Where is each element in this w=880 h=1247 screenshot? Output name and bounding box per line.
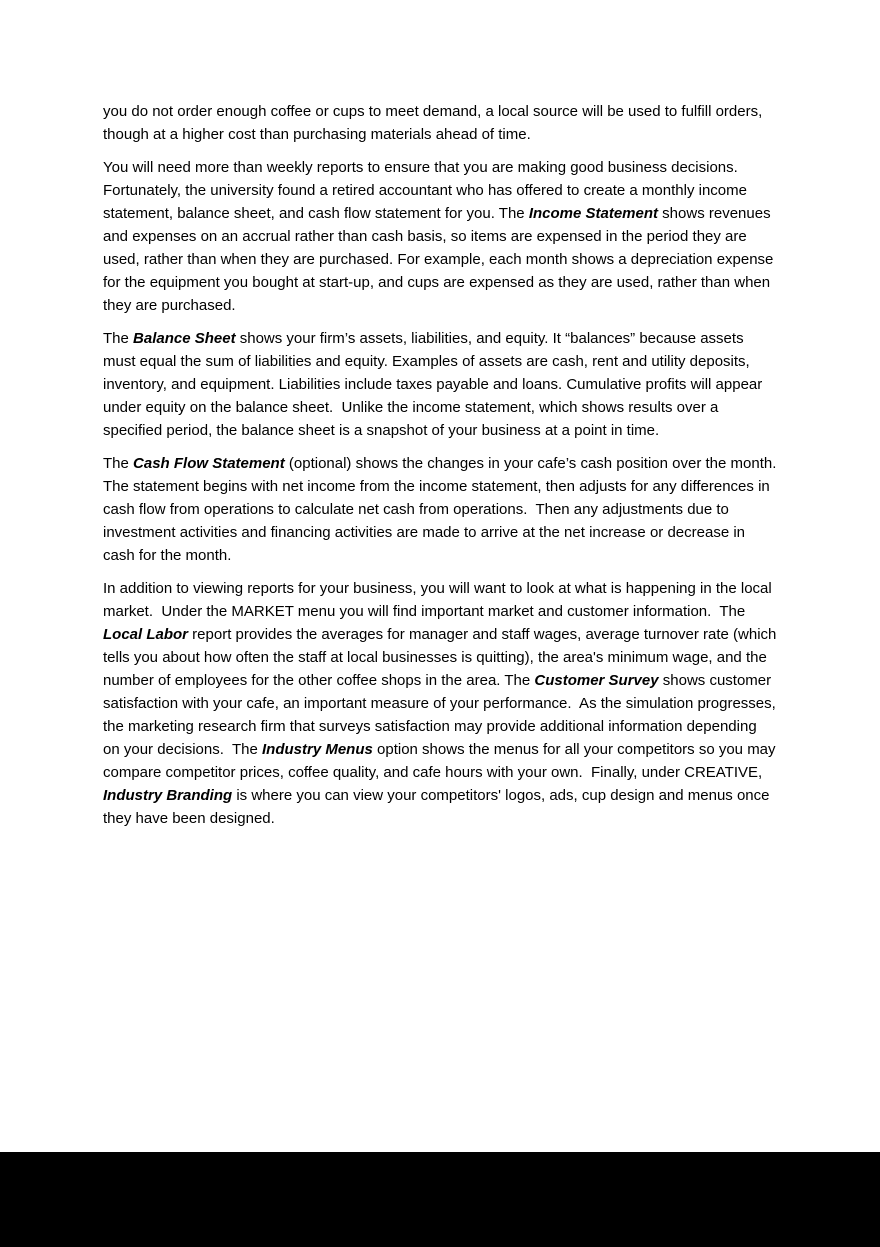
text-run: The (103, 455, 134, 472)
emphasis-term: Industry Branding (103, 787, 233, 804)
emphasis-term: Customer Survey (534, 672, 659, 689)
bottom-black-bar (0, 1152, 880, 1247)
emphasis-term: Cash Flow Statement (133, 455, 285, 472)
emphasis-term: Balance Sheet (133, 330, 236, 347)
text-run: (optional) shows the changes in your cafe’s cash position over the month. The statement begins with net income from the income statement, then adjusts for any differences in cash flow from operations to calculate net cash from operations. Then any adjustments due to investment activities and financing activities are made to arrive at the net increase or decrease in cash for the month. (103, 455, 785, 564)
text-run: option shows the menus for all your competitors so you may compare competitor prices, coffee quality, and cafe hours with your own. Finally, under CREATIVE, (103, 741, 780, 781)
text-run: shows customer satisfaction with your cafe, an important measure of your performance. As the simulation progresses, the marketing research firm that surveys satisfaction may provide additional information depending on your decisions. The (103, 672, 780, 758)
paragraph-income-statement (103, 156, 777, 317)
text-run: shows revenues and expenses on an accrual rather than cash basis, so items are expensed in the period they are used, rather than when they are purchased. For example, each month shows a depreciation expense for the equipment you bought at start-up, and cups are expensed as they are used, rather than when they are purchased. (103, 205, 778, 314)
text-run: report provides the averages for manager and staff wages, average turnover rate (which tells you about how often the staff at local businesses is quitting), the area's minimum wage, and the number of employees for the other coffee shops in the area. The (103, 626, 781, 689)
paragraph-balance-sheet (103, 327, 777, 442)
text-run: You will need more than weekly reports to ensure that you are making good business decisions. Fortunately, the university found a retired accountant who has offered to create a monthly income statement, balance sheet, and cash flow statement for you. The (103, 159, 752, 222)
emphasis-term: Industry Menus (261, 741, 373, 758)
emphasis-term: Income Statement (528, 205, 659, 222)
text-run: The (103, 330, 134, 347)
emphasis-term: Local Labor (103, 626, 189, 643)
text-run: is where you can view your competitors' logos, ads, cup design and menus once they have been designed. (103, 787, 774, 827)
text-run: you do not order enough coffee or cups to meet demand, a local source will be used to fulfill orders, though at a higher cost than purchasing materials ahead of time. (103, 103, 767, 143)
paragraph-market-reports (103, 577, 781, 830)
paragraph-cash-flow-statement (103, 452, 785, 567)
text-run: In addition to viewing reports for your business, you will want to look at what is happening in the local market. Under the MARKET menu you will find important market and customer information. The (103, 580, 776, 620)
paragraph-fulfill-orders (103, 100, 777, 146)
text-run: shows your firm’s assets, liabilities, and equity. It “balances” because assets must equal the sum of liabilities and equity. Examples of assets are cash, rent and utility deposits, inventory, and equipment. Liabilities include taxes payable and loans. Cumulative profits will appear under equity on the balance sheet. Unlike the income statement, which shows results over a specified period, the balance sheet is a snapshot of your business at a point in time. (103, 330, 767, 439)
